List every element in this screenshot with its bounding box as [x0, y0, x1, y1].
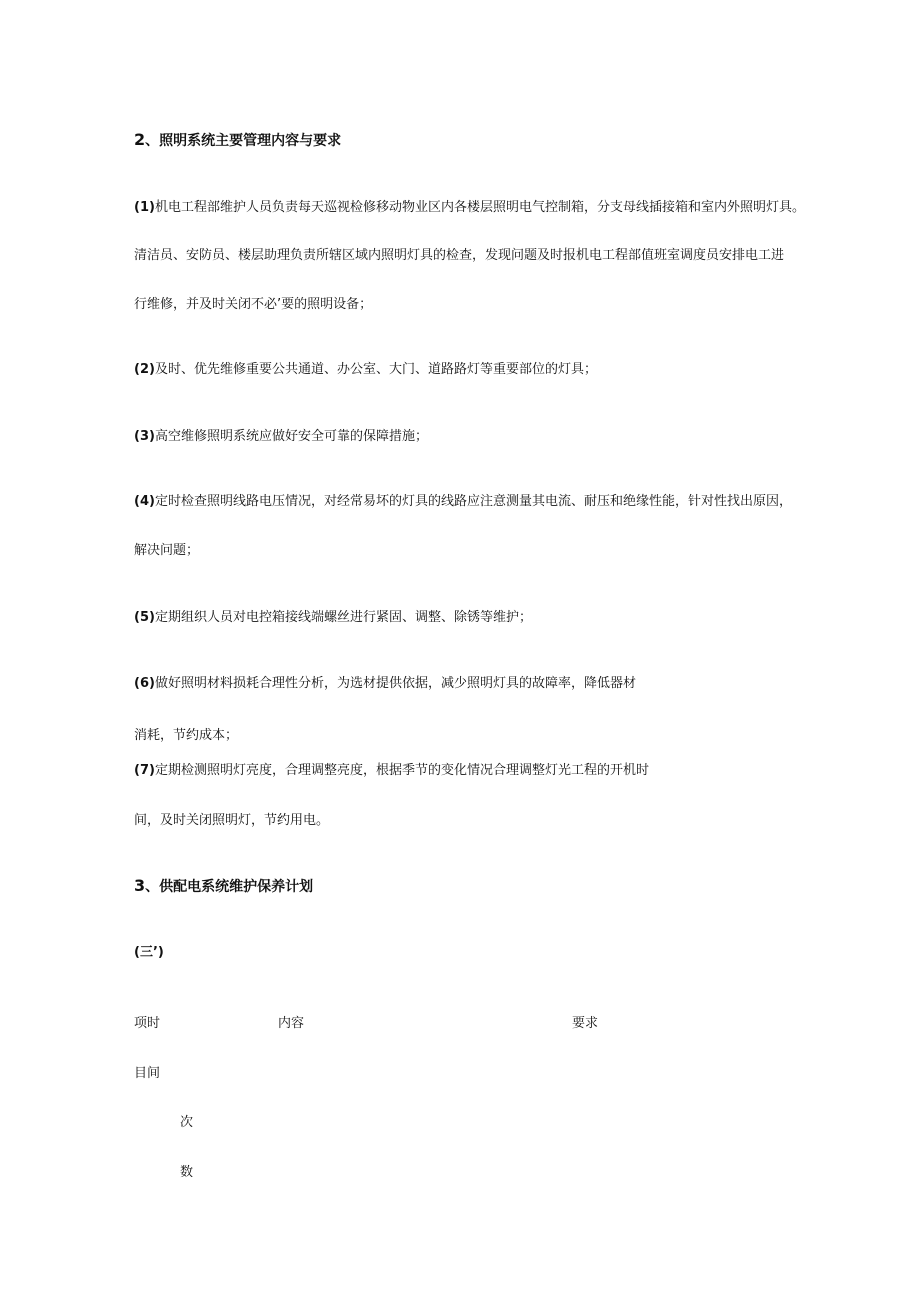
- item-marker: (4): [134, 494, 155, 509]
- item-text: 定期组织人员对电控箱接线端螺丝进行紧固、调整、除锈等维护；: [154, 610, 532, 625]
- table-header-content: 内容: [278, 1016, 305, 1031]
- lighting-item-4-line-1: [134, 494, 792, 510]
- item-marker: (7): [134, 763, 155, 778]
- subsection-marker: (三’): [134, 945, 164, 960]
- lighting-item-3: [134, 429, 428, 445]
- lighting-item-6-line-2: 消耗，节约成本；: [134, 728, 239, 743]
- table-header-item-time-line-2: 目间: [134, 1066, 161, 1081]
- table-header-count-line-1: 次: [180, 1115, 194, 1130]
- lighting-item-4-line-2: 解决问题；: [134, 543, 200, 558]
- lighting-item-1-line-1: [134, 200, 805, 216]
- lighting-item-6-line-1: [134, 676, 636, 692]
- lighting-item-5: [134, 610, 532, 626]
- item-marker: (5): [134, 610, 155, 625]
- section-number: 2: [134, 130, 146, 149]
- section-heading-lighting: [134, 132, 341, 149]
- section-number: 3: [134, 876, 146, 895]
- table-header-count-line-2: 数: [180, 1165, 194, 1180]
- item-text: 高空维修照明系统应做好安全可靠的保障措施；: [154, 429, 428, 444]
- item-text: 定时检查照明线路电压情况，对经常易坏的灯具的线路应注意测量其电流、耐压和绝缘性能，针对性找出原因，: [154, 494, 792, 509]
- lighting-item-7-line-2: 间，及时关闭照明灯，节约用电。: [134, 813, 330, 828]
- lighting-item-7-line-1: [134, 763, 649, 779]
- item-text: 定期检测照明灯亮度，合理调整亮度，根据季节的变化情况合理调整灯光工程的开机时: [154, 763, 649, 778]
- lighting-item-1-line-3: 行维修，并及时关闭不必’要的照明设备；: [134, 297, 373, 312]
- section-title: 、照明系统主要管理内容与要求: [145, 133, 342, 149]
- item-marker: (1): [134, 200, 155, 215]
- lighting-item-1-line-2: 清洁员、安防员、楼层助理负责所辖区域内照明灯具的检查，发现问题及时报机电工程部值班室调度员安排电工进: [134, 248, 785, 263]
- section-title: 、供配电系统维护保养计划: [145, 879, 314, 895]
- section-heading-power: [134, 878, 313, 895]
- item-marker: (3): [134, 429, 155, 444]
- item-marker: (6): [134, 676, 155, 691]
- item-text: 机电工程部维护人员负责每天巡视检修移动物业区内各楼层照明电气控制箱，分支母线插接箱和室内外照明灯具。: [154, 200, 805, 215]
- item-marker: (2): [134, 362, 155, 377]
- lighting-item-2: [134, 362, 597, 378]
- item-text: 做好照明材料损耗合理性分析，为选材提供依据，减少照明灯具的故障率，降低器材: [154, 676, 636, 691]
- table-header-item-time-line-1: 项时: [134, 1016, 161, 1031]
- item-text: 及时、优先维修重要公共通道、办公室、大门、道路路灯等重要部位的灯具；: [154, 362, 597, 377]
- table-header-requirement: 要求: [572, 1016, 599, 1031]
